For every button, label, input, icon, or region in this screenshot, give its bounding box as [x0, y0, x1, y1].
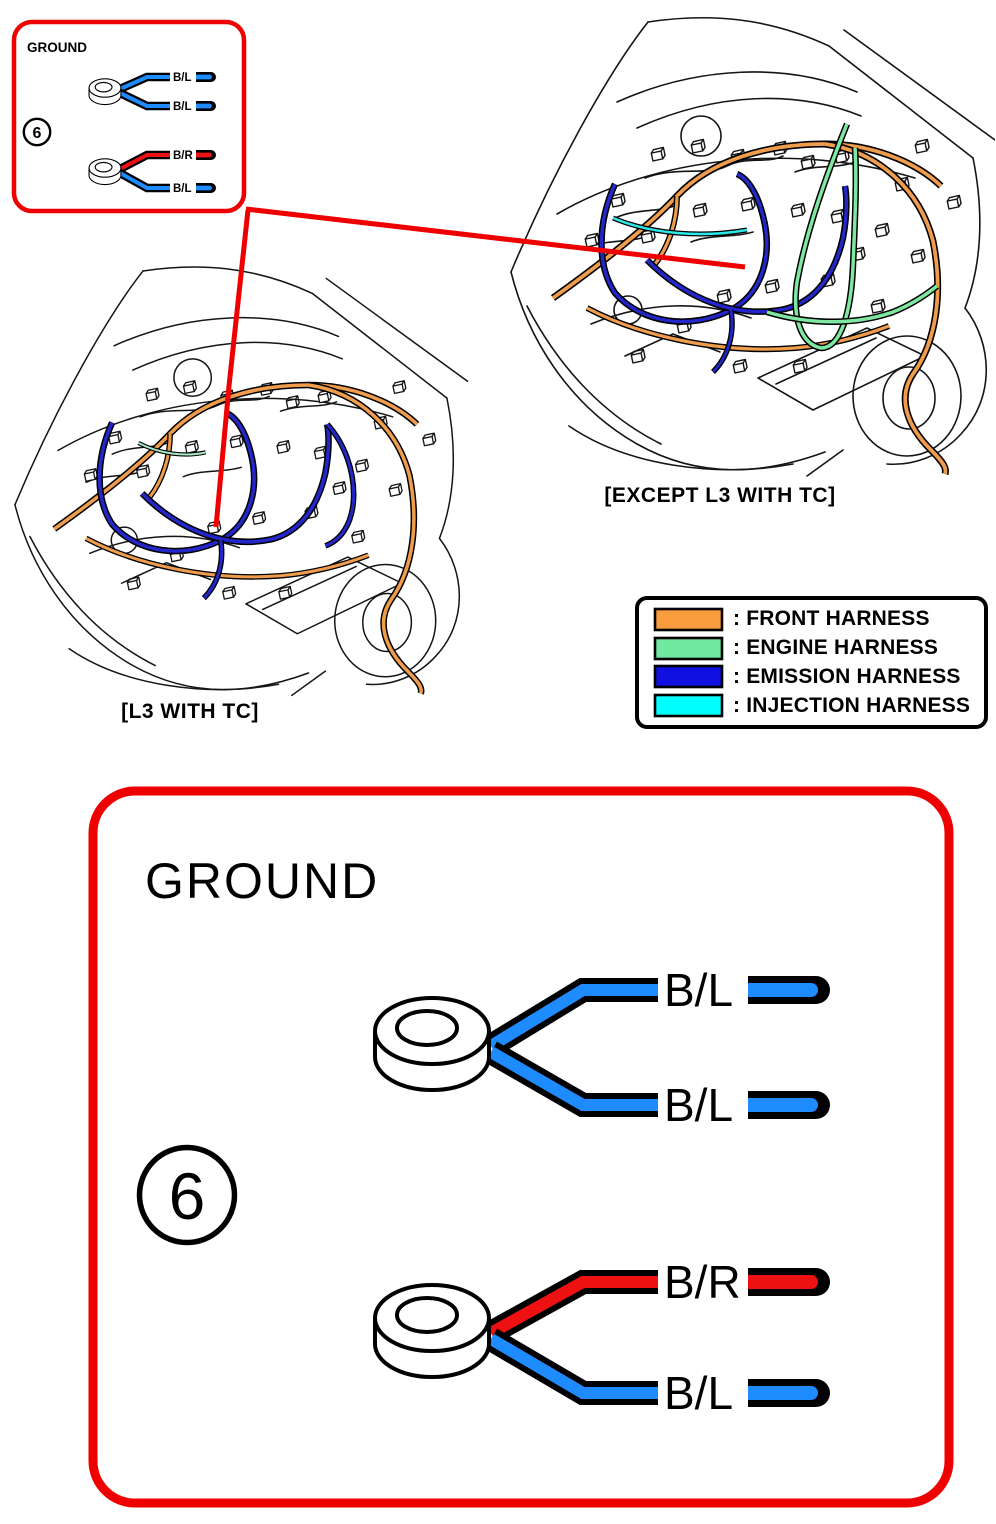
wire-label: B/L	[664, 1367, 734, 1419]
detail-box-title: GROUND	[145, 853, 380, 909]
ring-terminal	[375, 998, 489, 1090]
inset-box-title: GROUND	[27, 40, 87, 55]
wire-tip-fill	[748, 983, 818, 997]
car-body-art	[15, 267, 468, 695]
injection-harness-swatch	[653, 693, 725, 718]
engine-harness-swatch	[653, 636, 725, 661]
wire-label: B/R	[664, 1256, 741, 1308]
ground-number: 6	[32, 125, 42, 142]
ground-number: 6	[168, 1159, 206, 1233]
swatch-rect	[655, 609, 722, 630]
legend-row-emission-harness	[653, 664, 980, 689]
ring-terminal	[89, 79, 121, 105]
car-body-art	[511, 18, 995, 476]
wire-tip-fill	[748, 1386, 818, 1400]
ground-detail-box	[88, 786, 954, 1508]
wire-tip-fill	[748, 1275, 818, 1289]
swatch-rect	[655, 638, 722, 659]
wire-tip-fill	[196, 153, 212, 158]
swatch-rect	[655, 666, 722, 687]
harness-legend	[635, 596, 988, 729]
legend-label: : INJECTION HARNESS	[733, 693, 971, 717]
wire-label: B/R	[173, 150, 193, 162]
caption-l3-with-tc: [L3 WITH TC]	[121, 700, 259, 723]
legend-label: : ENGINE HARNESS	[733, 636, 939, 660]
wire-tip-fill	[196, 186, 212, 191]
ring-terminal	[89, 159, 121, 185]
legend-label: : FRONT HARNESS	[733, 607, 930, 631]
wire-label: B/L	[173, 72, 192, 84]
legend-row-injection-harness	[653, 693, 980, 718]
injection-harness-paths	[613, 218, 747, 234]
wire-tip-fill	[748, 1098, 818, 1112]
wire-label: B/L	[664, 964, 734, 1016]
emission-harness-swatch	[653, 664, 725, 689]
wire-label: B/L	[664, 1079, 734, 1131]
wire-label: B/L	[173, 183, 192, 195]
swatch-rect	[655, 695, 722, 716]
wire-label: B/L	[173, 101, 192, 113]
legend-row-engine-harness	[653, 636, 980, 661]
legend-label: : EMISSION HARNESS	[733, 664, 961, 688]
front-harness-swatch	[653, 607, 725, 632]
car-diagram-l3-with-tc	[0, 256, 470, 698]
legend-row-front-harness	[653, 607, 980, 632]
wire-tip-fill	[196, 104, 212, 109]
ring-terminal	[375, 1285, 489, 1377]
caption-except-l3-with-tc: [EXCEPT L3 WITH TC]	[604, 484, 836, 507]
wire-tip-fill	[196, 75, 212, 80]
ground-inset-box	[10, 17, 250, 217]
car-diagram-except-l3-with-tc	[495, 6, 995, 478]
